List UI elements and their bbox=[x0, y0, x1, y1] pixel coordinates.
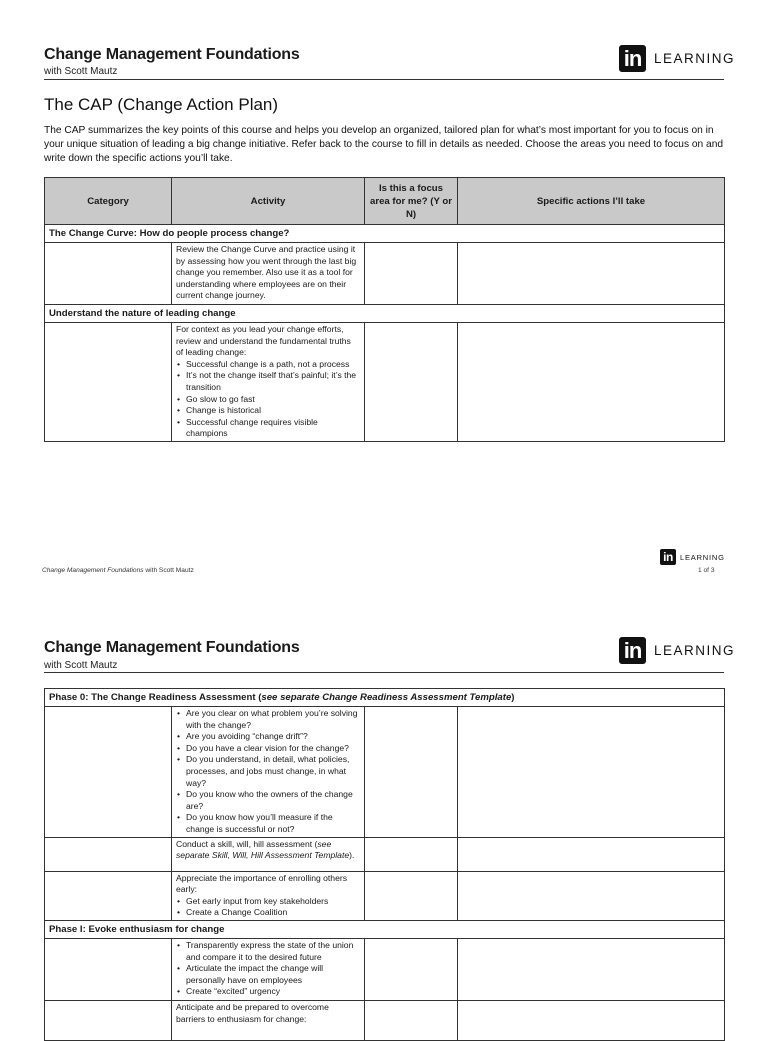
list-item: • It’s not the change itself that’s painful; it’s the transition bbox=[186, 370, 360, 393]
list-item: • Transparently express the state of the union and compare it to the desired future bbox=[186, 940, 360, 963]
instructor-name: with Scott Mautz bbox=[44, 660, 118, 671]
list-item: • Do you understand, in detail, what policies, processes, and jobs must change, in what way? bbox=[186, 754, 360, 789]
actions-cell[interactable] bbox=[458, 323, 725, 442]
column-header-actions: Specific actions I’ll take bbox=[458, 178, 725, 225]
table-row bbox=[45, 837, 725, 871]
list-item: • Change is historical bbox=[186, 405, 360, 417]
logo-text: LEARNING bbox=[654, 643, 736, 658]
section-title: Understand the nature of leading change bbox=[45, 305, 725, 323]
table-header-row bbox=[45, 178, 725, 225]
activity-cell: Anticipate and be prepared to overcome barriers to enthusiasm for change: bbox=[172, 1000, 365, 1040]
footer-logo bbox=[660, 549, 725, 565]
header-rule bbox=[44, 672, 724, 673]
phase0-title: Phase 0: The Change Readiness Assessment ( bbox=[49, 692, 262, 703]
focus-cell[interactable] bbox=[365, 323, 458, 442]
table-row bbox=[45, 243, 725, 305]
header-rule bbox=[44, 79, 724, 80]
table-row bbox=[45, 707, 725, 838]
section-row bbox=[45, 689, 725, 707]
focus-cell[interactable] bbox=[365, 243, 458, 305]
instructor-name: with Scott Mautz bbox=[44, 66, 118, 77]
intro-paragraph: The CAP summarizes the key points of this course and helps you develop an organized, tailored plan for what’s most important for you to focus on in your unique situation of leading a big change initiative. Refer back to the course to fill in details as needed. Choose the areas you need to focus on and write down the specific actions you’ll take. bbox=[44, 125, 724, 164]
logo-text: LEARNING bbox=[680, 552, 725, 562]
table-row bbox=[45, 1000, 725, 1040]
course-title: Change Management Foundations bbox=[44, 46, 300, 63]
table-row bbox=[45, 323, 725, 442]
list-item: • Do you know who the owners of the change are? bbox=[186, 789, 360, 812]
linkedin-in-icon: in bbox=[619, 45, 646, 72]
activity-cell bbox=[172, 871, 365, 920]
section-row bbox=[45, 920, 725, 938]
logo-text: LEARNING bbox=[654, 51, 736, 66]
category-cell[interactable] bbox=[45, 707, 172, 838]
column-header-focus: Is this a focus area for me? (Y or N) bbox=[365, 178, 458, 225]
category-cell[interactable] bbox=[45, 837, 172, 871]
list-item: • Create a Change Coalition bbox=[186, 907, 360, 919]
section-row bbox=[45, 225, 725, 243]
list-item: • Articulate the impact the change will personally have on employees bbox=[186, 963, 360, 986]
section-row bbox=[45, 305, 725, 323]
actions-cell[interactable] bbox=[458, 837, 725, 871]
category-cell[interactable] bbox=[45, 871, 172, 920]
focus-cell[interactable] bbox=[365, 871, 458, 920]
table-row bbox=[45, 938, 725, 1000]
bullet-list bbox=[176, 940, 360, 998]
activity-text: Appreciate the importance of enrolling others early: bbox=[176, 872, 348, 895]
section-title bbox=[45, 689, 725, 707]
activity-cell bbox=[172, 707, 365, 838]
page-number: 1 of 3 bbox=[698, 567, 715, 574]
activity-text: For context as you lead your change efforts, review and understand the fundamental truths of leading change: bbox=[176, 324, 351, 358]
bullet-list bbox=[176, 896, 360, 919]
list-item: • Are you clear on what problem you’re solving with the change? bbox=[186, 708, 360, 731]
focus-cell[interactable] bbox=[365, 938, 458, 1000]
linkedin-learning-logo bbox=[619, 45, 735, 72]
category-cell[interactable] bbox=[45, 938, 172, 1000]
footer-course-credit bbox=[42, 567, 194, 574]
activity-cell bbox=[172, 837, 365, 871]
actions-cell[interactable] bbox=[458, 707, 725, 838]
activity-template-note: see separate Skill, Will, Hill Assessment Template bbox=[176, 838, 350, 861]
list-item: • Go slow to go fast bbox=[186, 394, 360, 406]
bullet-list bbox=[176, 708, 360, 836]
focus-cell[interactable] bbox=[365, 837, 458, 871]
activity-cell bbox=[172, 323, 365, 442]
category-cell[interactable] bbox=[45, 323, 172, 442]
phase0-close: ) bbox=[511, 692, 515, 703]
actions-cell[interactable] bbox=[458, 243, 725, 305]
actions-cell[interactable] bbox=[458, 871, 725, 920]
section-title: Phase I: Evoke enthusiasm for change bbox=[45, 920, 725, 938]
list-item: • Do you know how you’ll measure if the change is successful or not? bbox=[186, 812, 360, 835]
course-title: Change Management Foundations bbox=[44, 639, 300, 656]
category-cell[interactable] bbox=[45, 1000, 172, 1040]
phase0-template-note: see separate Change Readiness Assessment Template bbox=[261, 692, 512, 703]
column-header-activity: Activity bbox=[172, 178, 365, 225]
category-cell[interactable] bbox=[45, 243, 172, 305]
activity-text: Conduct a skill, will, hill assessment ( bbox=[176, 838, 318, 849]
activity-close: ). bbox=[349, 850, 355, 861]
footer-course-title: Change Management Foundations bbox=[42, 567, 144, 574]
linkedin-learning-logo bbox=[619, 637, 735, 664]
table-row bbox=[45, 871, 725, 920]
page-title: The CAP (Change Action Plan) bbox=[44, 95, 279, 114]
focus-cell[interactable] bbox=[365, 707, 458, 838]
section-title: The Change Curve: How do people process change? bbox=[45, 225, 725, 243]
list-item: • Successful change is a path, not a process bbox=[186, 359, 360, 371]
footer-instructor: with Scott Mautz bbox=[143, 567, 194, 574]
list-item: • Create “excited” urgency bbox=[186, 986, 360, 998]
linkedin-in-icon: in bbox=[619, 637, 646, 664]
list-item: • Are you avoiding “change drift”? bbox=[186, 731, 360, 743]
cap-table bbox=[44, 177, 725, 442]
column-header-category: Category bbox=[45, 178, 172, 225]
cap-table-continued bbox=[44, 688, 725, 1041]
focus-cell[interactable] bbox=[365, 1000, 458, 1040]
list-item: • Do you have a clear vision for the change? bbox=[186, 743, 360, 755]
activity-cell: Review the Change Curve and practice using it by assessing how you went through the last big change you remember. Also use it as a tool for understanding where employees are on their current change journey. bbox=[172, 243, 365, 305]
bullet-list bbox=[176, 359, 360, 440]
list-item: • Successful change requires visible champions bbox=[186, 417, 360, 440]
actions-cell[interactable] bbox=[458, 938, 725, 1000]
linkedin-in-icon: in bbox=[660, 549, 676, 565]
list-item: • Get early input from key stakeholders bbox=[186, 896, 360, 908]
activity-cell bbox=[172, 938, 365, 1000]
actions-cell[interactable] bbox=[458, 1000, 725, 1040]
page-2 bbox=[0, 592, 768, 1024]
